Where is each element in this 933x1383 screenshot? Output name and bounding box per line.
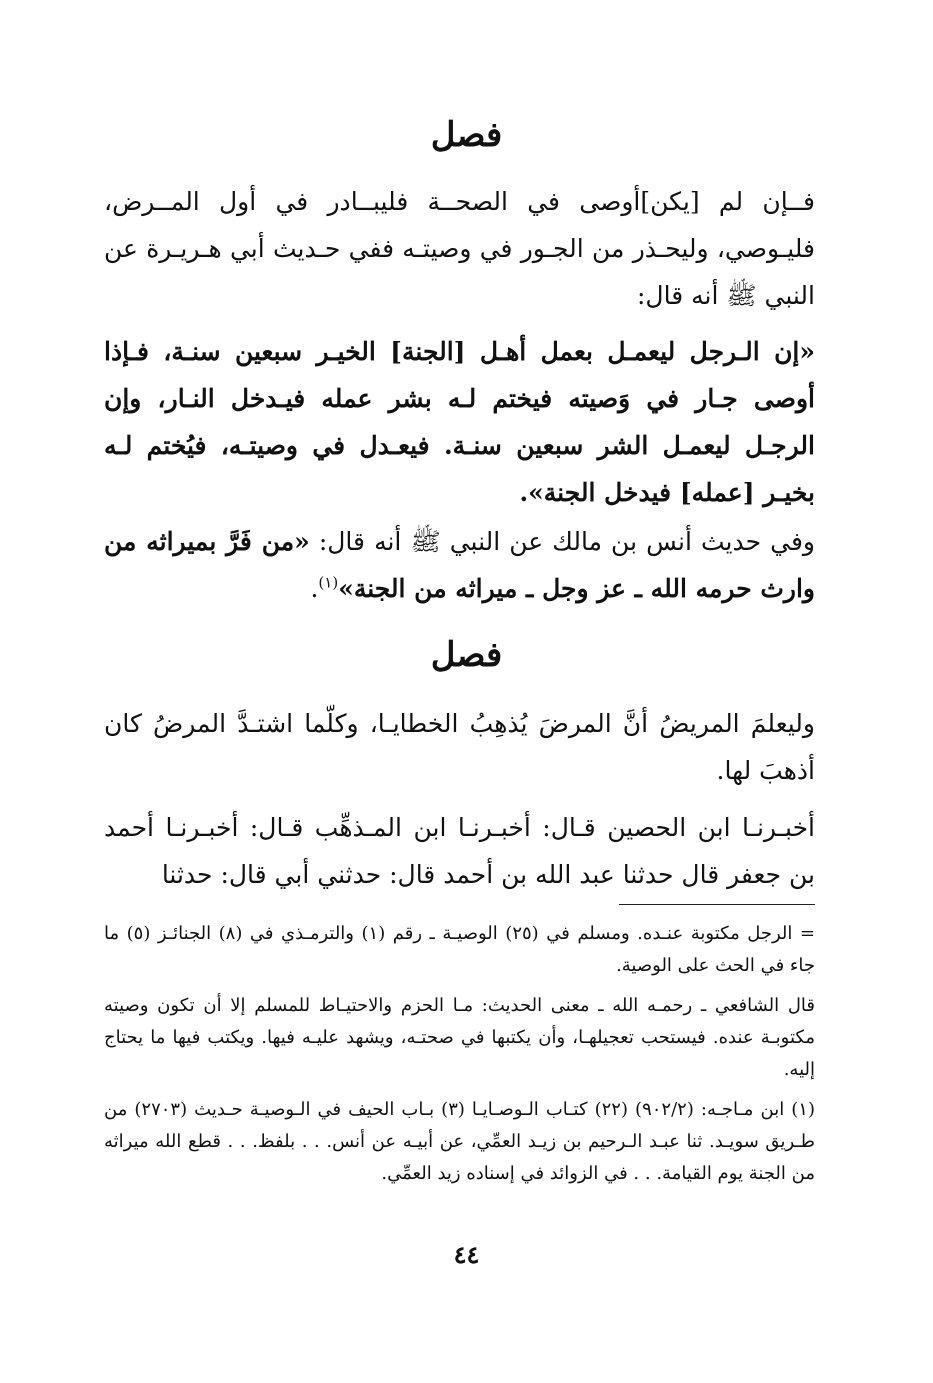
section-heading: فصل [430, 115, 503, 155]
section-heading: فصل [430, 635, 503, 675]
footnote-shafii: قال الشافعي ـ رحمـه الله ـ معنى الحديث: مـا الحزم والاحتيـاط للمسلم إلا أن تكون وصيته مكتوبـة عنده. فيستحب تعجيلهـا، وأن يكتبها في صحتـه، ويشهد عليـه فيها. ويكتب فيها ما يحتاج إليه. [104, 995, 815, 1080]
paragraph-isnad [104, 804, 815, 898]
paragraph-will-advice [104, 178, 815, 319]
paragraph-illness [104, 700, 815, 794]
hadith-quote [104, 328, 815, 516]
footnote-continued: = الرجل مكتوبة عنـده. ومسلم في (٢٥) الوصيـة ـ رقم (١) والترمـذي في (٨) الجنائـز (٥) ما جاء في الحث على الوصية. [104, 923, 815, 976]
paragraph-anas-hadith [104, 518, 815, 612]
footnote-divider [619, 904, 815, 905]
paragraph-text: أخبـرنـا ابن الحصين قـال: أخبـرنـا ابن المـذهِّب قـال: أخبـرنـا أحمد بن جعفر قال حدثنا عبد الله بن أحمد قال: حدثني أبي قال: حدثنا [104, 813, 815, 889]
footnote-marker: (١) [318, 573, 339, 592]
footnotes [104, 918, 815, 1198]
footnote-1: (١) ابن مـاجـه: (٩٠٢/٢) (٢٢) كتـاب الـوصـايـا (٣) بـاب الحيف في الـوصيـة حـديث (٢٧٠٣) من طـريق سويـد. ثنا عبـد الـرحيم بن زيـد العمِّي، عن أبيـه عن أنس. . . بلفظ. . . قطع الله ميراثه من الجنة يوم القيامة. . . في الزوائد في إسناده زيد العمِّي. [104, 1099, 815, 1184]
hadith-text: «إن الـرجل ليعمـل بعمل أهـل [الجنة] الخيـر سبعين سنـة، فـإذا أوصى جـار في وَصيته فيختم لـه بشر عمله فيـدخل النـار، وإن الرجـل ليعمـل الشر سبعين سنـة. فيعـدل في وصيتـه، فيُختم لـه بخيـر [عمله] فيدخل الجنة». [104, 337, 815, 507]
page-number: ٤٤ [453, 1240, 480, 1269]
sentence-end: . [310, 574, 319, 603]
paragraph-text: فــإن لم [يكن]أوصى في الصحــة فليبــادر في أول المــرض، فليـوصي، وليحـذر من الجـور في وصيتـه ففي حـديث أبي هـريـرة عن النبي ﷺ أنه قال: [104, 187, 815, 310]
paragraph-text [104, 518, 815, 612]
paragraph-text: وليعلمَ المريضُ أنَّ المرضَ يُذهِبُ الخطايـا، وكلّما اشتـدَّ المرضُ كان أذهبَ لها. [104, 709, 815, 785]
narration-intro: وفي حديث أنس بن مالك عن النبي ﷺ أنه قال: [309, 527, 815, 556]
hadith-text: «من فَرَّ بميراثه من وارث حرمه الله ـ عز وجل ـ ميراثه من الجنة» [104, 527, 815, 603]
